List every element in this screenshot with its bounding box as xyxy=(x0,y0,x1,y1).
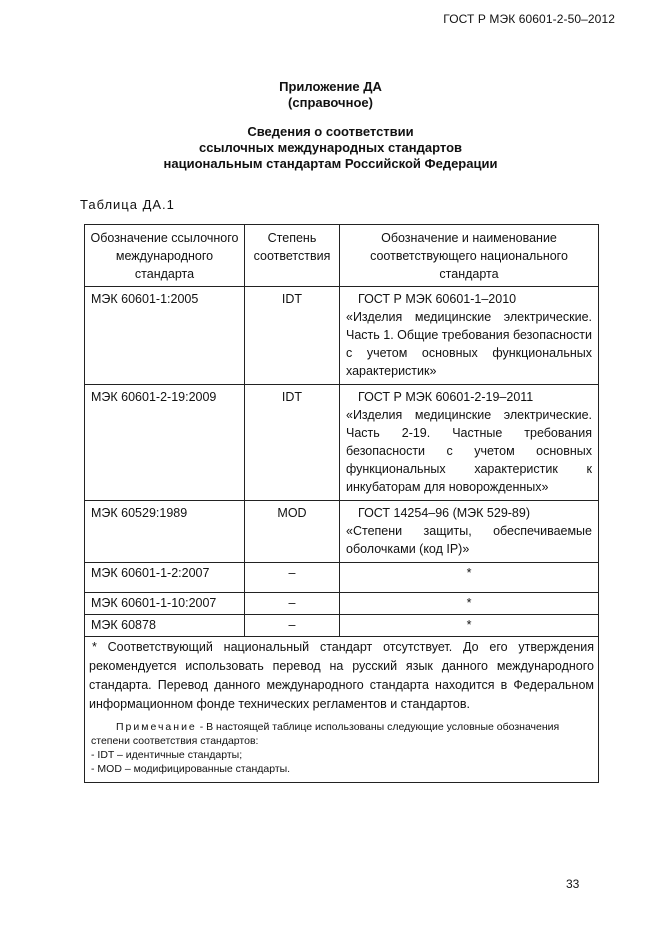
note-item: - MOD – модифицированные стандарты. xyxy=(91,763,291,775)
national-standard-code: ГОСТ Р МЭК 60601-2-19–2011 xyxy=(358,390,534,404)
header-degree: Степень соответствия xyxy=(245,225,340,287)
table-note xyxy=(89,720,594,776)
national-standard-code: ГОСТ 14254–96 (МЭК 529-89) xyxy=(358,506,530,520)
national-standard-cell xyxy=(340,385,599,501)
note-lead xyxy=(91,720,594,748)
table-footnote-row xyxy=(85,637,599,783)
table-header-row xyxy=(85,225,599,287)
correspondence-table xyxy=(84,224,599,783)
document-header: ГОСТ Р МЭК 60601-2-50–2012 xyxy=(443,12,615,26)
national-standard-title: «Изделия медицинские электрические. Часть 2-19. Частные требования безопасности с учетом основных функциональных характеристик к инкубаторам для новорожденных» xyxy=(346,408,592,494)
intl-standard-cell: МЭК 60878 xyxy=(85,615,245,637)
annex-title: Приложение ДА xyxy=(279,79,382,94)
national-standard-cell: * xyxy=(340,563,599,593)
national-standard-title: «Степени защиты, обеспечиваемые оболочками (код IP)» xyxy=(346,524,592,556)
section-title-line-3: национальным стандартам Российской Федерации xyxy=(163,156,498,171)
national-standard-cell xyxy=(340,287,599,385)
header-national-standard: Обозначение и наименование соответствующего национального стандарта xyxy=(340,225,599,287)
note-item: - IDT – идентичные стандарты; xyxy=(91,749,243,761)
table-row xyxy=(85,593,599,615)
intl-standard-cell: МЭК 60601-1-2:2007 xyxy=(85,563,245,593)
footnote-text: * Соответствующий национальный стандарт отсутствует. До его утверждения рекомендуется использовать перевод на русский язык данного международного стандарта. Перевод данного международного стандарта находится в Федеральном информационном фонде технических регламентов и стандартов. xyxy=(89,640,594,711)
table-row xyxy=(85,501,599,563)
degree-cell: – xyxy=(245,563,340,593)
table-caption: Таблица ДА.1 xyxy=(80,197,175,212)
header-intl-standard: Обозначение ссылочного международного стандарта xyxy=(85,225,245,287)
table-row xyxy=(85,615,599,637)
national-standard-cell: * xyxy=(340,615,599,637)
degree-cell: IDT xyxy=(245,385,340,501)
note-text: - В настоящей таблице использованы следующие условные обозначения степени соответствия стандартов: xyxy=(91,721,560,747)
intl-standard-cell: МЭК 60601-2-19:2009 xyxy=(85,385,245,501)
table-row xyxy=(85,287,599,385)
section-title-line-1: Сведения о соответствии xyxy=(247,124,414,139)
degree-cell: MOD xyxy=(245,501,340,563)
national-standard-cell xyxy=(340,501,599,563)
degree-cell: – xyxy=(245,615,340,637)
national-standard-title: «Изделия медицинские электрические. Часть 1. Общие требования безопасности с учетом основных функциональных характеристик» xyxy=(346,310,592,378)
intl-standard-cell: МЭК 60601-1-10:2007 xyxy=(85,593,245,615)
table-footnote-cell xyxy=(85,637,599,783)
table-row xyxy=(85,563,599,593)
national-standard-cell: * xyxy=(340,593,599,615)
annex-subtitle: (справочное) xyxy=(288,95,373,110)
page-number: 33 xyxy=(566,877,580,891)
table-row xyxy=(85,385,599,501)
intl-standard-cell: МЭК 60601-1:2005 xyxy=(85,287,245,385)
degree-cell: IDT xyxy=(245,287,340,385)
national-standard-code: ГОСТ Р МЭК 60601-1–2010 xyxy=(358,292,517,306)
section-title-line-2: ссылочных международных стандартов xyxy=(198,140,463,155)
intl-standard-cell: МЭК 60529:1989 xyxy=(85,501,245,563)
note-label: Примечание xyxy=(116,721,197,733)
degree-cell: – xyxy=(245,593,340,615)
